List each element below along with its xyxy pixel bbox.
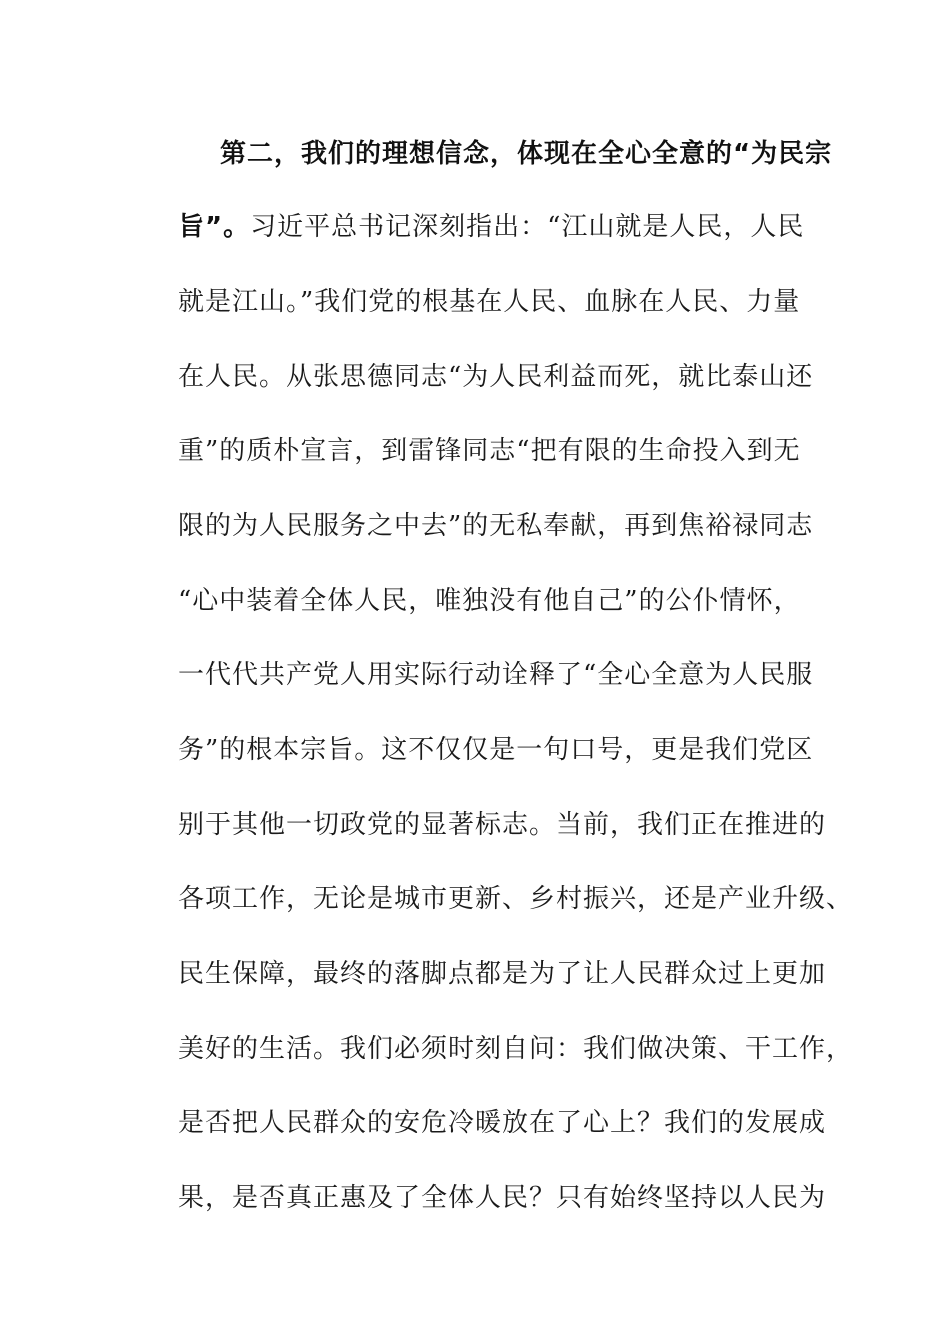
paragraph-line-6 — [178, 506, 828, 546]
paragraph-line-9 — [178, 730, 828, 770]
line-text: 务”的根本宗旨。这不仅仅是一句口号，更是我们党区 — [178, 735, 814, 765]
paragraph-line-15 — [178, 1178, 828, 1218]
line-text: 别于其他一切政党的显著标志。当前，我们正在推进的 — [178, 810, 827, 840]
line-text: 一代代共产党人用实际行动诠释了“全心全意为人民服 — [178, 660, 814, 690]
paragraph-line-1 — [220, 134, 870, 174]
line-text: 是否把人民群众的安危冷暖放在了心上？我们的发展成 — [178, 1108, 827, 1138]
line-text: 习近平总书记深刻指出：“江山就是人民，人民 — [250, 212, 805, 242]
paragraph-line-2 — [178, 207, 828, 247]
paragraph-line-5 — [178, 431, 828, 471]
line-text: 果，是否真正惠及了全体人民？只有始终坚持以人民为 — [178, 1183, 827, 1213]
line-text: 民生保障，最终的落脚点都是为了让人民群众过上更加 — [178, 959, 827, 989]
line-text: 美好的生活。我们必须时刻自问：我们做决策、干工作， — [178, 1034, 854, 1064]
paragraph-line-4 — [178, 357, 828, 397]
paragraph-line-3 — [178, 282, 828, 322]
paragraph-line-13 — [178, 1029, 854, 1069]
line-text: “心中装着全体人民，唯独没有他自己”的公仆情怀， — [178, 586, 801, 616]
line-text: 重”的质朴宣言，到雷锋同志“把有限的生命投入到无 — [178, 436, 801, 466]
paragraph-line-7 — [178, 581, 828, 621]
heading-text: 旨”。 — [178, 212, 251, 242]
heading-text: 第二，我们的理想信念，体现在全心全意的“为民宗 — [220, 139, 833, 169]
paragraph-line-10 — [178, 805, 828, 845]
line-text: 在人民。从张思德同志“为人民利益而死，就比泰山还 — [178, 362, 814, 392]
line-text: 限的为人民服务之中去”的无私奉献，再到焦裕禄同志 — [178, 511, 814, 541]
line-text: 各项工作，无论是城市更新、乡村振兴，还是产业升级、 — [178, 884, 854, 914]
line-text: 就是江山。”我们党的根基在人民、血脉在人民、力量 — [178, 287, 801, 317]
paragraph-line-11 — [178, 879, 854, 919]
paragraph-line-12 — [178, 954, 828, 994]
paragraph-line-8 — [178, 655, 828, 695]
paragraph-line-14 — [178, 1103, 828, 1143]
